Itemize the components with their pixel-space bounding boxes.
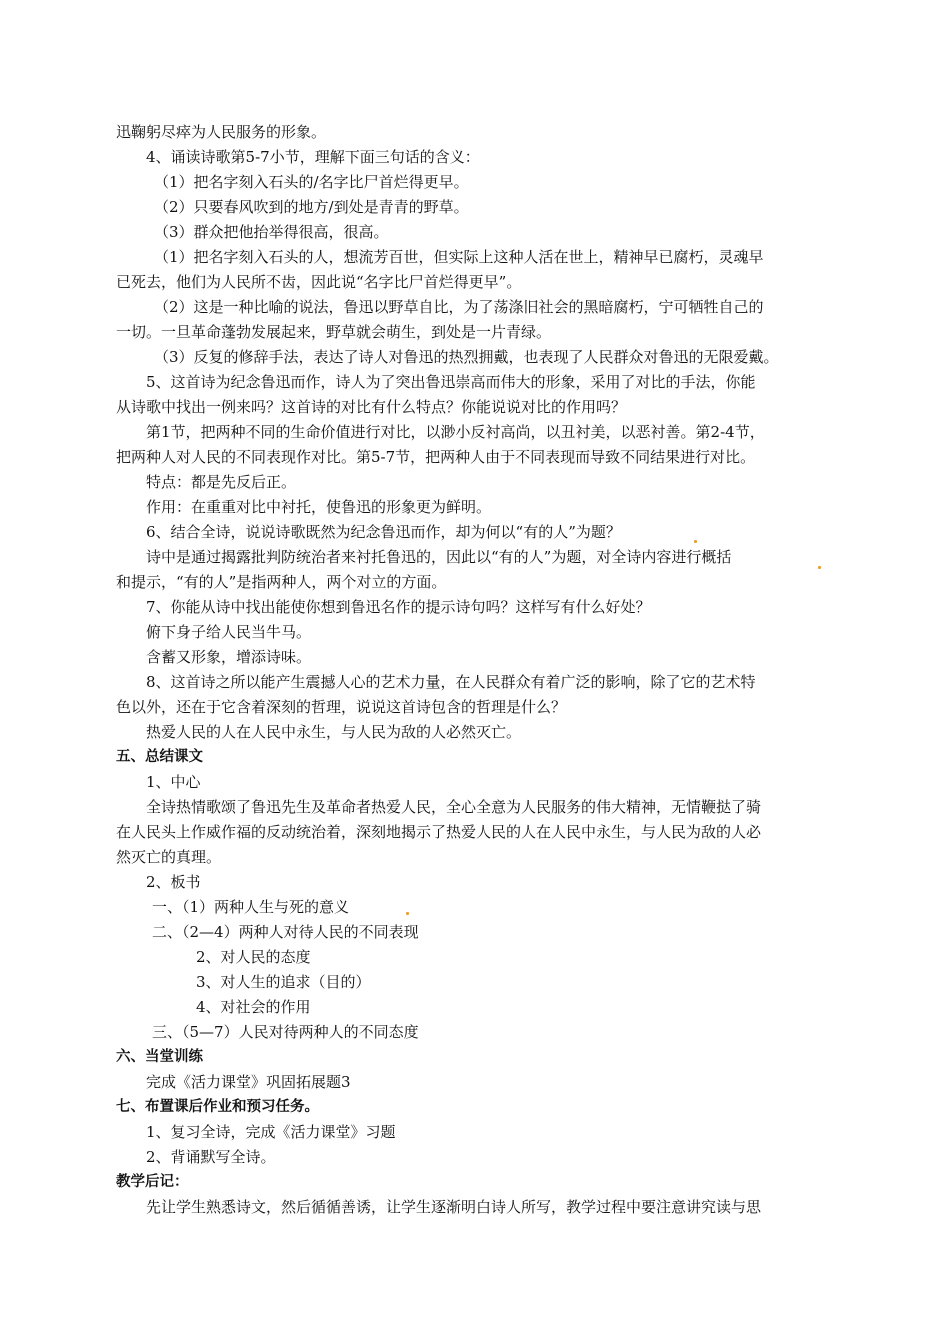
line-text: 三、（5—7）人民对待两种人的不同态度 xyxy=(152,1023,419,1041)
answer-7-quote xyxy=(116,620,840,645)
line-text: 已死去，他们为人民所不齿，因此说“名字比尸首烂得更早”。 xyxy=(116,273,522,291)
line-text: 一、（1）两种人生与死的意义 xyxy=(152,898,350,916)
line-text: （2）只要春风吹到的地方/到处是青青的野草。 xyxy=(154,198,469,216)
annotation-mark xyxy=(406,912,409,915)
question-5 xyxy=(116,370,840,395)
quote-2 xyxy=(116,195,840,220)
feature-line xyxy=(116,470,840,495)
line-text: 5、这首诗为纪念鲁迅而作，诗人为了突出鲁迅崇高而伟大的形象，采用了对比的手法，你能 xyxy=(146,373,756,391)
line-text: （1）把名字刻入石头的/名字比尸首烂得更早。 xyxy=(154,173,469,191)
line-text: 2、对人民的态度 xyxy=(196,948,311,966)
line-text: 7、你能从诗中找出能使你想到鲁迅名作的提示诗句吗？这样写有什么好处？ xyxy=(146,598,651,616)
line-text: 4、对社会的作用 xyxy=(196,998,311,1016)
homework-1 xyxy=(116,1120,840,1145)
section-heading-7 xyxy=(116,1095,840,1120)
document-page xyxy=(116,120,840,1220)
question-6 xyxy=(116,520,840,545)
answer-5 xyxy=(116,420,840,445)
center-text-end xyxy=(116,845,840,870)
board-2-b xyxy=(116,970,840,995)
line-text: 把两种人对人民的不同表现作对比。第5-7节，把两种人由于不同表现而导致不同结果进行对比。 xyxy=(116,448,756,466)
line-text: 2、板书 xyxy=(146,873,201,891)
line-text: 第1节，把两种不同的生命价值进行对比，以渺小反衬高尚，以丑衬美，以恶衬善。第2-4节， xyxy=(146,423,765,441)
line-text: 8、这首诗之所以能产生震撼人心的艺术力量，在人民群众有着广泛的影响，除了它的艺术特 xyxy=(146,673,756,691)
question-8-cont xyxy=(116,695,840,720)
answer-6-cont xyxy=(116,570,840,595)
line-text: 在人民头上作威作福的反动统治着，深刻地揭示了热爱人民的人在人民中永生，与人民为敌的人必 xyxy=(116,823,762,841)
line-text: 3、对人生的追求（目的） xyxy=(196,973,371,991)
question-8 xyxy=(116,670,840,695)
line-text: （2）这是一种比喻的说法，鲁迅以野草自比，为了荡涤旧社会的黑暗腐朽，宁可牺牲自己的 xyxy=(154,298,764,316)
notes-text xyxy=(116,1195,840,1220)
center-text xyxy=(116,795,840,820)
subheading-board xyxy=(116,870,840,895)
answer-7 xyxy=(116,645,840,670)
quote-1 xyxy=(116,170,840,195)
line-text: 作用：在重重对比中衬托，使鲁迅的形象更为鲜明。 xyxy=(146,498,492,516)
line-text: 特点：都是先反后正。 xyxy=(146,473,297,491)
line-text: （3）群众把他抬举得很高，很高。 xyxy=(154,223,389,241)
line-text: 六、当堂训练 xyxy=(116,1049,203,1065)
line-text: 一切。一旦革命蓬勃发展起来，野草就会萌生，到处是一片青绿。 xyxy=(116,323,552,341)
line-text: 色以外，还在于它含着深刻的哲理，说说这首诗包含的哲理是什么？ xyxy=(116,698,567,716)
line-text: 二、（2—4）两种人对待人民的不同表现 xyxy=(152,923,419,941)
line-text: 含蓄又形象，增添诗味。 xyxy=(146,648,312,666)
board-2-c xyxy=(116,995,840,1020)
line-text: 七、布置课后作业和预习任务。 xyxy=(116,1099,319,1115)
line-text: 1、复习全诗，完成《活力课堂》习题 xyxy=(146,1123,396,1141)
line-text: 和提示，“有的人”是指两种人，两个对立的方面。 xyxy=(116,573,447,591)
line-text: 热爱人民的人在人民中永生，与人民为敌的人必然灭亡。 xyxy=(146,723,522,741)
line-text: 4、诵读诗歌第5-7小节，理解下面三句话的含义： xyxy=(146,148,480,166)
line-text: 诗中是通过揭露批判防统治者来衬托鲁迅的，因此以“有的人”为题，对全诗内容进行概括 xyxy=(146,548,732,566)
line-text: 先让学生熟悉诗文，然后循循善诱，让学生逐渐明白诗人所写，教学过程中要注意讲究读与思 xyxy=(146,1198,762,1216)
answer-5-cont xyxy=(116,445,840,470)
effect-line xyxy=(116,495,840,520)
line-text: 五、总结课文 xyxy=(116,749,203,765)
line-text: 从诗歌中找出一例来吗？这首诗的对比有什么特点？你能说说对比的作用吗？ xyxy=(116,398,627,416)
line-text: 完成《活力课堂》巩固拓展题3 xyxy=(146,1073,351,1091)
section-heading-6 xyxy=(116,1045,840,1070)
homework-2 xyxy=(116,1145,840,1170)
line-text: 全诗热情歌颂了鲁迅先生及革命者热爱人民，全心全意为人民服务的伟大精神，无情鞭挞了骑 xyxy=(146,798,762,816)
answer-2-cont xyxy=(116,320,840,345)
answer-8 xyxy=(116,720,840,745)
line-text: 教学后记： xyxy=(116,1174,189,1190)
subheading-center xyxy=(116,770,840,795)
answer-1-cont xyxy=(116,270,840,295)
line-text: 然灭亡的真理。 xyxy=(116,848,222,866)
section-heading-5 xyxy=(116,745,840,770)
line-text: 2、背诵默写全诗。 xyxy=(146,1148,276,1166)
board-3 xyxy=(116,1020,840,1045)
question-4 xyxy=(116,145,840,170)
line-text: 迅鞠躬尽瘁为人民服务的形象。 xyxy=(116,123,327,141)
answer-6 xyxy=(116,545,840,570)
question-5-cont xyxy=(116,395,840,420)
practice-line xyxy=(116,1070,840,1095)
board-1 xyxy=(116,895,840,920)
annotation-mark xyxy=(694,540,697,543)
answer-3 xyxy=(116,345,840,370)
board-2 xyxy=(116,920,840,945)
board-2-a xyxy=(116,945,840,970)
quote-3 xyxy=(116,220,840,245)
section-heading-notes xyxy=(116,1170,840,1195)
line-text: 6、结合全诗，说说诗歌既然为纪念鲁迅而作，却为何以“有的人”为题？ xyxy=(146,523,621,541)
answer-1 xyxy=(116,245,840,270)
line-text: （3）反复的修辞手法，表达了诗人对鲁迅的热烈拥戴，也表现了人民群众对鲁迅的无限爱戴。 xyxy=(154,348,779,366)
annotation-mark xyxy=(818,566,821,569)
line-text: 1、中心 xyxy=(146,773,201,791)
line-text: （1）把名字刻入石头的人，想流芳百世，但实际上这种人活在世上，精神早已腐朽，灵魂早 xyxy=(154,248,764,266)
paragraph xyxy=(116,120,840,145)
answer-2 xyxy=(116,295,840,320)
line-text: 俯下身子给人民当牛马。 xyxy=(146,623,312,641)
question-7 xyxy=(116,595,840,620)
center-text-cont xyxy=(116,820,840,845)
